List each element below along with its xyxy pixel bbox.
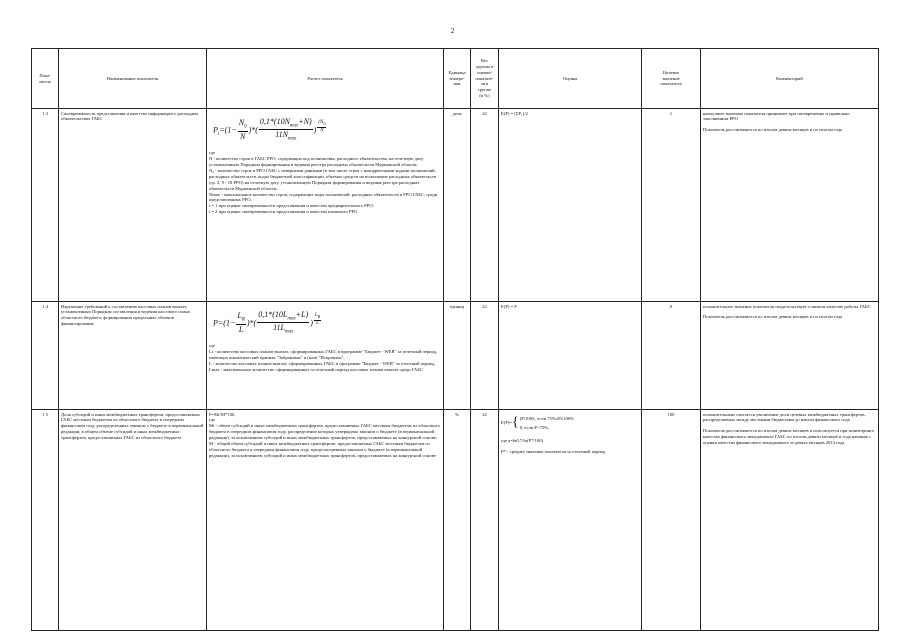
row-calc (207, 410, 444, 631)
header-calc: Расчет показателя (207, 49, 444, 109)
calc-line: L - количество кассовых планов выплат, сформированных ГАБС в программе "Бюджет - WEB" за отчетный период, (209, 361, 436, 367)
row-weight: 22 (471, 109, 499, 302)
comment-line: Показатель рассчитывается по итогам девяти месяцев и используется при мониторинге качества финансового менеджмента ГАБС по итогам девяти месяцев и года начиная с оценки качества финансового менеджмента за девять месяцев 2014 года (703, 428, 875, 445)
table-row (32, 302, 879, 410)
eval-lhs: E(P)= (501, 420, 513, 426)
header-eval: Оценка (499, 49, 642, 109)
eval-note: P* - среднее значение показателя за отчетный период (501, 448, 606, 454)
header-row (32, 49, 879, 109)
formula: $P_i=(1-$ $\frac{N_0}{N}$ )*( $\frac{0,1*(10N_{max}+N)}{11N_{max}}$ ) $^{\frac{(N_0}{N}}$ (213, 116, 326, 143)
row-unit: % (444, 410, 471, 631)
calc-line: Lr - количество кассовых планов выплат, сформированных ГАБС в программе "Бюджет - WEB" за отчетный период, имеющих аналитический признак "Забракован" и (или) "Исправлен", (209, 349, 438, 361)
row-code: 1 5 (32, 410, 59, 631)
header-name: Наименование показателя (59, 49, 207, 109)
row-calc (207, 302, 444, 410)
row-comment (701, 302, 879, 410)
comment-line: наилучшее значение показателя принимает при своевременно и правильно заполненном РРО (703, 110, 850, 122)
calc-line: M - общий объем субсидий и иных межбюджетных трансфертов, предоставляемых ГАБС местным бюджетам из областного бюджета в очередном финансовом году, предусмотренных законом о бюджете (в первоначальной редакции), за исключением субсидий и иных межбюджетных трансфертов, предоставляемых на конкурсной основе (209, 440, 436, 458)
calc-line: где (209, 417, 216, 423)
formula: P=(1− $\frac{L_R}{L}$ )*( $\frac{0,1*(10L_{max}+L)}{11L_{max}}$ ) $^{\frac{L_R}{L}}$ (213, 309, 321, 336)
row-unit: доля (444, 109, 471, 302)
brace-glyph: { (512, 415, 519, 431)
calc-line: Nmax - максимальное количество строк, содержащих коды полномочий, расходных обязательств в РРО ГАБС, среди представленных РРО, (209, 191, 438, 203)
page-number: 2 (450, 27, 455, 35)
table-row (32, 410, 879, 631)
row-weight: 22 (471, 410, 499, 631)
calc-line: Mr - объем субсидий и иных межбюджетных трансфертов, предоставляемых ГАБС местным бюджетам из областного бюджета в очередном финансовом году, распределение которых утверждено законом о бюджете (в первоначальной редакции), за исключением субсидий и иных межбюджетных трансфертов, предоставляемых на конкурсной основе; (209, 423, 440, 440)
calc-line: N - количество строк в ГАБС РРО, содержащих код полномочия, расходного обязательства, на отчетную дату, установленную Порядком формирования и ведения реестра расходных обязательств Мурманской области; (209, 156, 424, 168)
row-code: 1 4 (32, 302, 59, 410)
header-target: Целевое значение показателя (642, 49, 701, 109)
comment-line: Показатель рассчитывается по итогам девяти месяцев и по итогам года (703, 314, 843, 320)
comment-line: положительным считается увеличение доли целевых межбюджетных трансфертов, распределяемых между местными бюджетами до начала финансового года (703, 411, 866, 423)
calc-line: где (209, 343, 216, 349)
header-weight: Вес группы в оценке/ показате- ля в группе (в %) (471, 49, 499, 109)
calc-line: где (209, 150, 216, 156)
comment-line: положительное значение показателя свидетельствует о низком качестве работы ГАБС (703, 303, 871, 309)
calc-line: Lmax - максимальное количество сформированных за отчетный период кассовых планов выплат среди ГАБС (209, 366, 423, 372)
calc-line: i = 2 при оценке своевременности представления и качества планового РРО (209, 209, 358, 215)
row-eval: E(P) = P (499, 302, 642, 410)
row-target: 1 (642, 109, 701, 302)
eval-where: где a=ln0,7/ln(P*/100) (501, 437, 544, 443)
row-eval: E(P) = (ΣP₁)/2 (499, 109, 642, 302)
row-unit: единиц (444, 302, 471, 410)
calc-formula-line: P=Mr/M*100, (209, 411, 236, 417)
header-unit: Единица измере- ния (444, 49, 471, 109)
calc-line: N₀ - количество строк в РРО ГАБС с неверными данными (в том числе строк с некорректными кодами полномочий, расходных обязательств, кодах бюджетной классификации, объемах средств на исполнение расходных обязательств (гр. 2, 9 - 18 РРО) на отчетную дату, установленную Порядком формирования и ведения реестра расходных обязательств Мурманской области; (209, 168, 437, 191)
row-target: 0 (642, 302, 701, 410)
row-weight: 22 (471, 302, 499, 410)
header-code: Пока- затель (32, 49, 59, 109)
calc-line: i = 1 при оценке своевременности представления и качества предварительного РРО, (209, 203, 374, 209)
row-comment (701, 109, 879, 302)
row-code: 1 3 (32, 109, 59, 302)
indicators-table (31, 48, 879, 631)
header-comment: Комментарий (701, 49, 879, 109)
row-comment (701, 410, 879, 631)
row-name: Нарушение требований к составлению кассовых планов выплат, установленных Порядком составления и ведения кассового плана областного бюджета, формирования предельных объемов финансирования (59, 302, 207, 410)
row-name: Доля субсидий и иных межбюджетных трансфертов, предоставляемых ГАБС местным бюджетам из областного бюджета в очередном финансовом году, распределенных законом о бюджете в первоначальной редакции, в общем объеме субсидий и иных межбюджетных трансфертов, предоставляемых ГАБС из областного бюджета (59, 410, 207, 631)
row-target: 100 (642, 410, 701, 631)
table-row (32, 109, 879, 302)
eval-case: 0, если P<75%, (519, 425, 550, 431)
eval-case: (P/100)ᵃ, если 75%≤P≤100% (519, 415, 574, 421)
row-eval (499, 410, 642, 631)
row-name: Своевременность представления и качество информации о расходных обязательствах ГАБС (59, 109, 207, 302)
comment-line: Показатель рассчитывается по итогам девяти месяцев и по итогам года (703, 127, 843, 133)
row-calc (207, 109, 444, 302)
